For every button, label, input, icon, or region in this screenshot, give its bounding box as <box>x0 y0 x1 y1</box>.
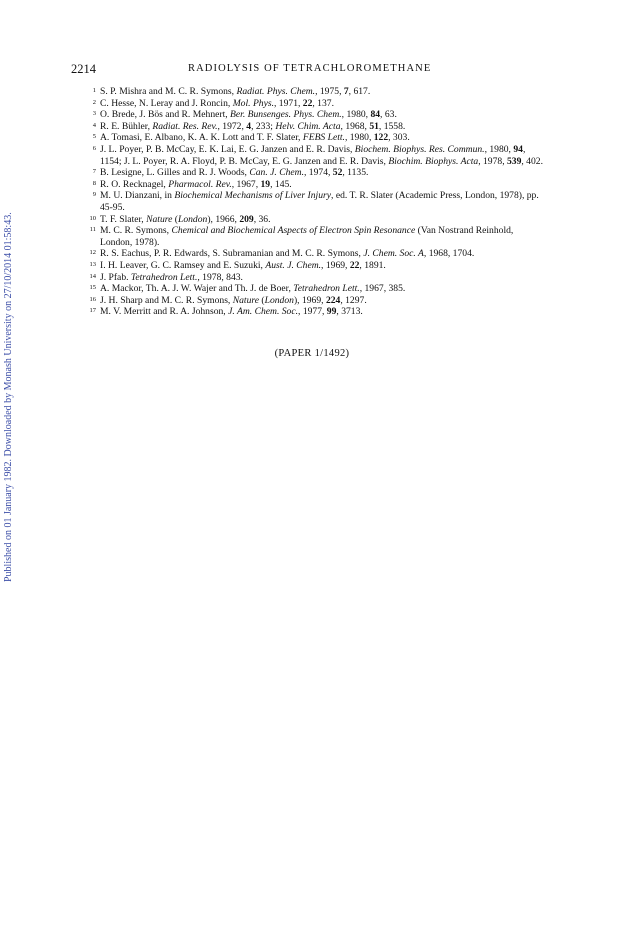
reference-item <box>86 190 544 213</box>
reference-item <box>86 248 544 260</box>
page-number: 2214 <box>71 62 96 76</box>
reference-number: 15 <box>89 284 96 292</box>
reference-number: 9 <box>92 191 96 199</box>
reference-item <box>86 167 544 179</box>
reference-text: J. H. Sharp and M. C. R. Symons, Nature (London), 1969, 224, 1297. <box>100 294 367 306</box>
reference-text: J. L. Poyer, P. B. McCay, E. K. Lai, E. G. Janzen and E. R. Davis, Biochem. Biophys. Res. Commun., 1980, 94, 1154; J. L. Poyer, R. A. Floyd, P. B. McCay, E. G. Janzen and E. R. Davis, Biochim. Biophys. Acta, 1978, 539, 402. <box>100 143 543 167</box>
reference-item <box>86 144 544 167</box>
reference-number: 17 <box>89 307 96 315</box>
paper-identifier: (PAPER 1/1492) <box>274 348 350 359</box>
reference-number: 7 <box>92 168 96 176</box>
reference-list <box>86 86 544 318</box>
reference-text: A. Tomasi, E. Albano, K. A. K. Lott and T. F. Slater, FEBS Lett., 1980, 122, 303. <box>100 132 410 144</box>
reference-text: T. F. Slater, Nature (London), 1966, 209, 36. <box>100 213 271 225</box>
reference-item <box>86 272 544 284</box>
page-header <box>71 62 541 78</box>
download-watermark <box>3 0 17 935</box>
reference-item <box>86 98 544 110</box>
reference-text: M. C. R. Symons, Chemical and Biochemical Aspects of Electron Spin Resonance (Van Nostrand Reinhold, London, 1978). <box>100 225 514 248</box>
reference-text: O. Brede, J. Bös and R. Mehnert, Ber. Bunsenges. Phys. Chem., 1980, 84, 63. <box>100 109 397 121</box>
running-title: RADIOLYSIS OF TETRACHLOROMETHANE <box>188 63 432 74</box>
reference-text: C. Hesse, N. Leray and J. Roncin, Mol. Phys., 1971, 22, 137. <box>100 97 334 109</box>
reference-number: 6 <box>92 144 96 152</box>
reference-number: 16 <box>89 295 96 303</box>
reference-number: 4 <box>92 121 96 129</box>
reference-item <box>86 225 544 248</box>
reference-item <box>86 109 544 121</box>
reference-item <box>86 132 544 144</box>
reference-number: 2 <box>92 98 96 106</box>
reference-number: 11 <box>89 226 96 234</box>
reference-text: M. U. Dianzani, in Biochemical Mechanisms of Liver Injury, ed. T. R. Slater (Academic Press, London, 1978), pp. 45-95. <box>100 190 539 213</box>
reference-item <box>86 214 544 226</box>
reference-text: R. S. Eachus, P. R. Edwards, S. Subramanian and M. C. R. Symons, J. Chem. Soc. A, 1968, 1704. <box>100 248 475 260</box>
reference-text: A. Mackor, Th. A. J. W. Wajer and Th. J. de Boer, Tetrahedron Lett., 1967, 385. <box>100 283 406 295</box>
reference-item <box>86 283 544 295</box>
reference-text: M. V. Merritt and R. A. Johnson, J. Am. Chem. Soc., 1977, 99, 3713. <box>100 306 363 318</box>
reference-item <box>86 121 544 133</box>
download-watermark-text: Published on 01 January 1982. Downloaded by Monash University on 27/10/2014 01:58:43. <box>3 212 14 582</box>
reference-number: 12 <box>89 249 96 257</box>
reference-number: 8 <box>92 179 96 187</box>
reference-item <box>86 260 544 272</box>
reference-text: S. P. Mishra and M. C. R. Symons, Radiat. Phys. Chem., 1975, 7, 617. <box>100 86 371 97</box>
reference-item <box>86 306 544 318</box>
reference-number: 14 <box>89 272 96 280</box>
reference-text: R. E. Bühler, Radiat. Res. Rev., 1972, 4, 233; Helv. Chim. Acta, 1968, 51, 1558. <box>100 120 406 132</box>
reference-text: I. H. Leaver, G. C. Ramsey and E. Suzuki, Aust. J. Chem., 1969, 22, 1891. <box>100 259 386 271</box>
reference-item <box>86 295 544 307</box>
reference-number: 5 <box>92 133 96 141</box>
reference-number: 3 <box>92 110 96 118</box>
reference-number: 10 <box>89 214 96 222</box>
reference-item <box>86 179 544 191</box>
reference-number: 1 <box>92 87 96 94</box>
reference-text: J. Pfab. Tetrahedron Lett., 1978, 843. <box>100 271 243 283</box>
reference-text: R. O. Recknagel, Pharmacol. Rev., 1967, 19, 145. <box>100 178 292 190</box>
reference-number: 13 <box>89 260 96 268</box>
reference-item <box>86 86 544 98</box>
reference-text: B. Lesigne, L. Gilles and R. J. Woods, Can. J. Chem., 1974, 52, 1135. <box>100 167 369 179</box>
